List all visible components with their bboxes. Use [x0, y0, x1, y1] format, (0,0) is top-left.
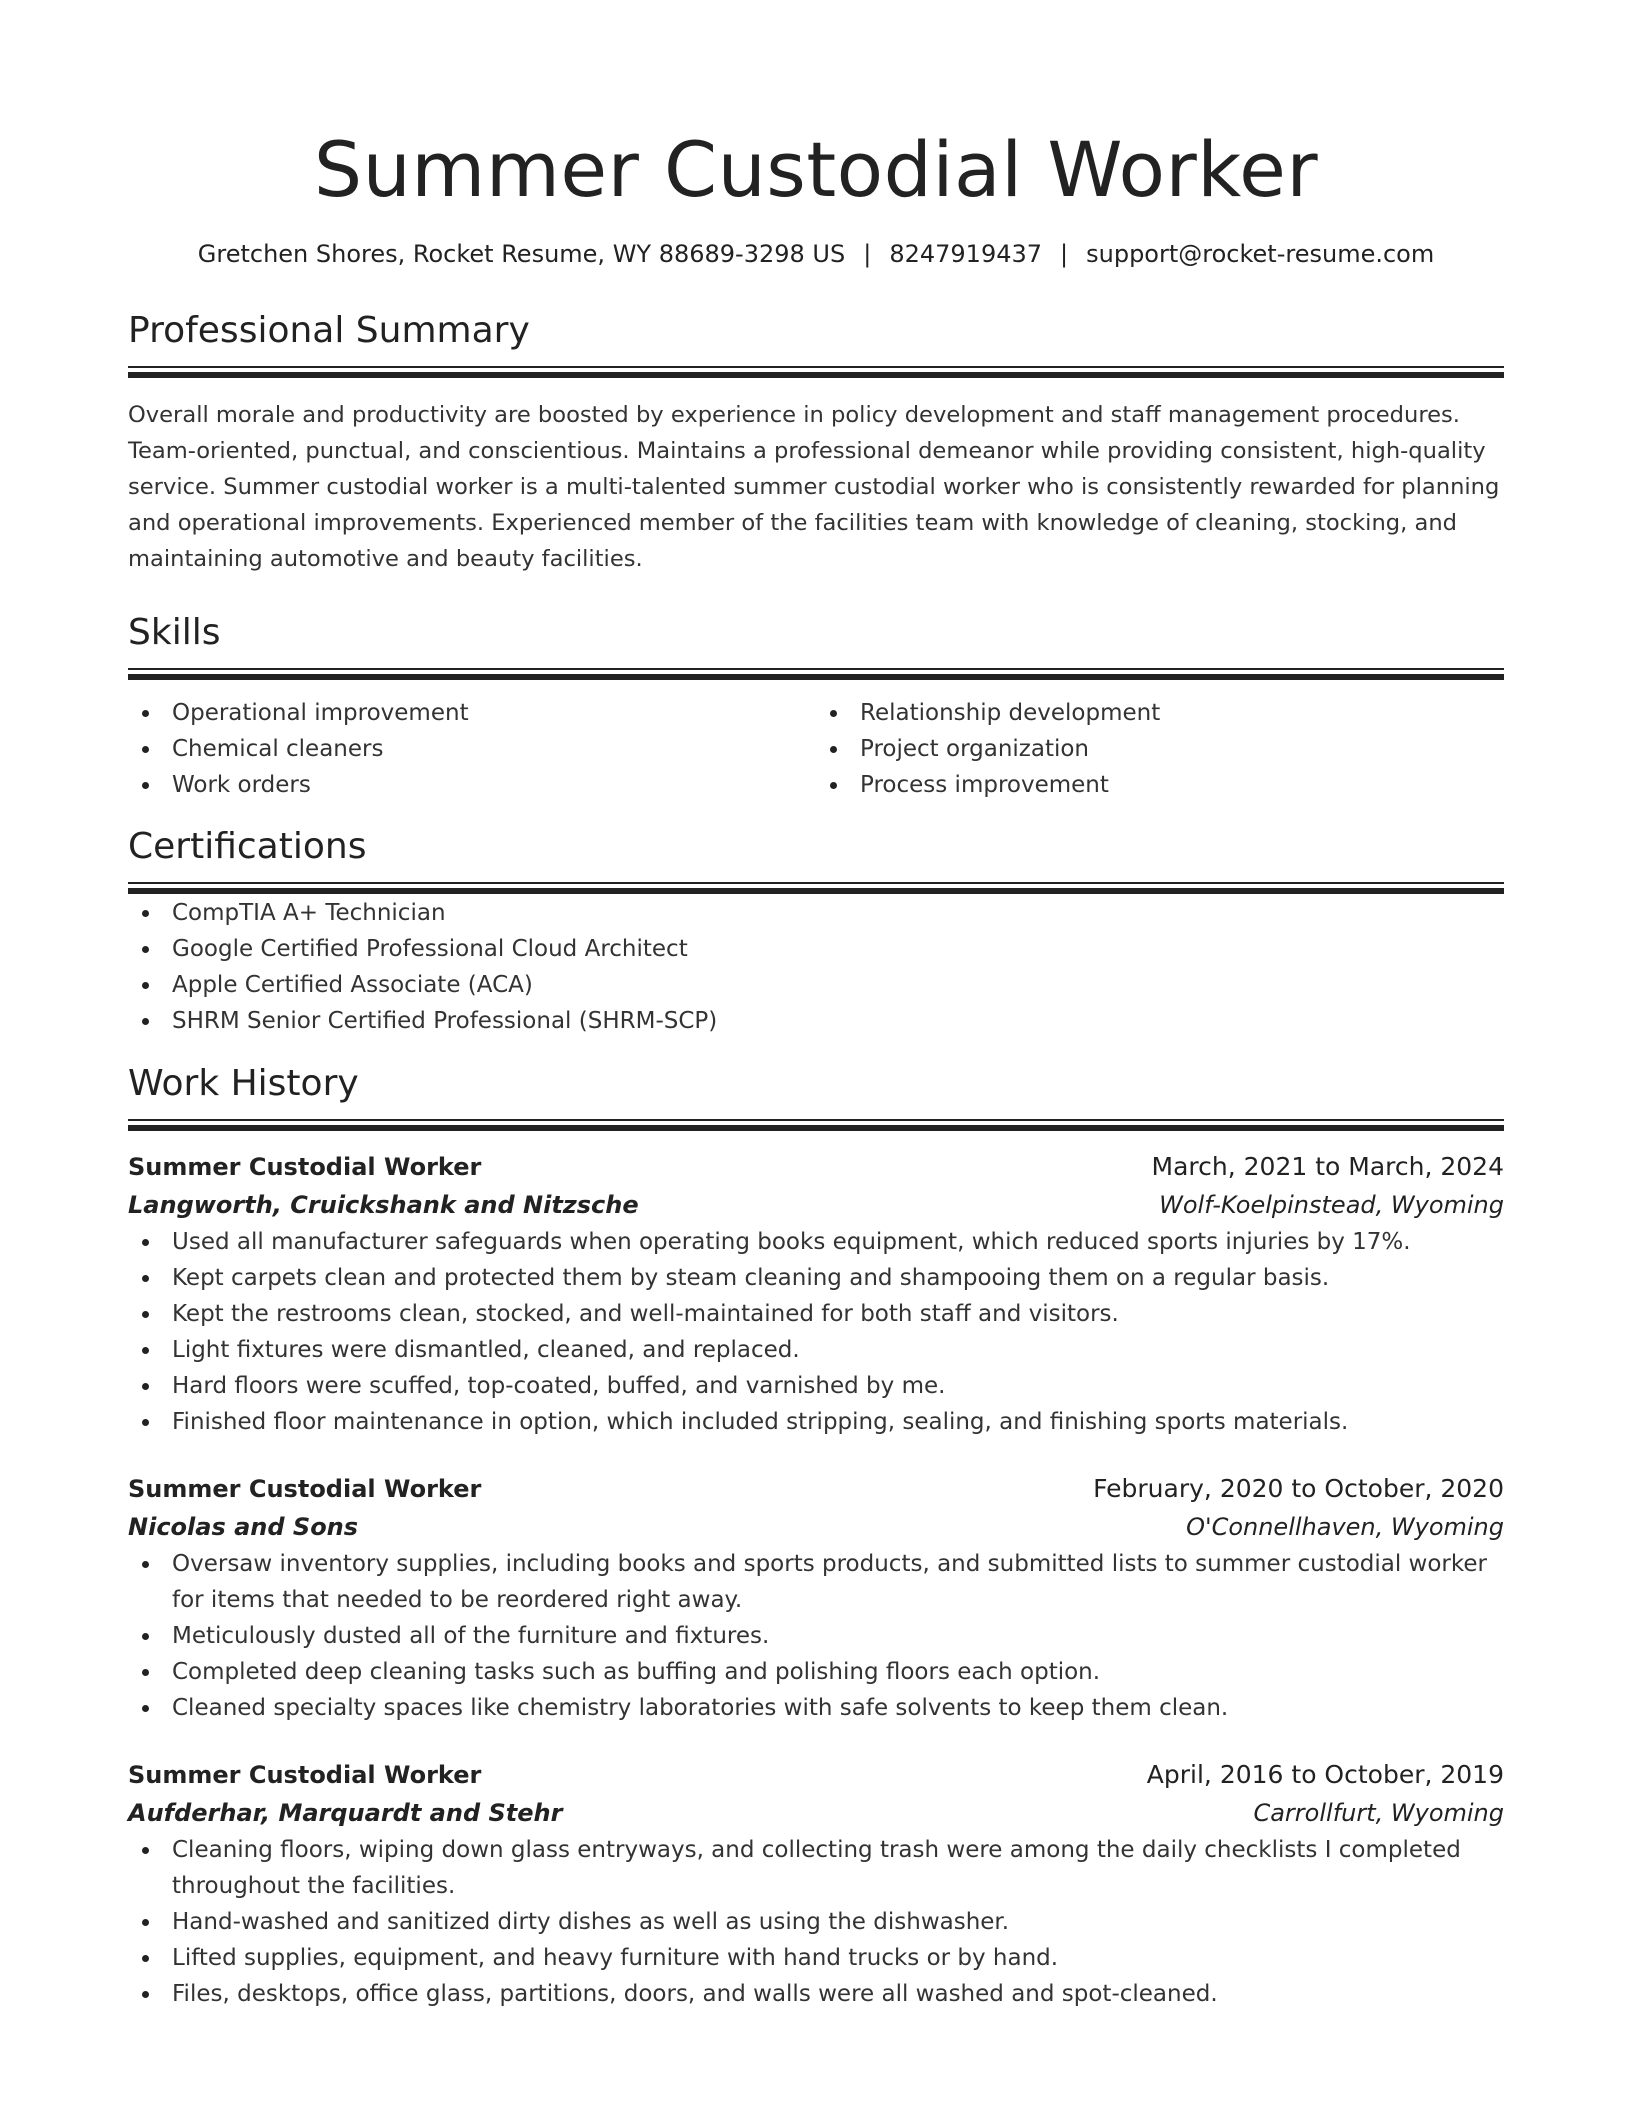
job-bullet: Hand-washed and sanitized dirty dishes as well as using the dishwasher.	[128, 1904, 1504, 1940]
skill-item: Chemical cleaners	[128, 731, 816, 767]
skills-grid	[128, 695, 1504, 803]
job-bullet: Kept the restrooms clean, stocked, and well-maintained for both staff and visitors.	[128, 1296, 1504, 1332]
job-bullet: Oversaw inventory supplies, including books and sports products, and submitted lists to summer custodial worker for items that needed to be reordered right away.	[128, 1546, 1504, 1618]
job-bullet: Used all manufacturer safeguards when operating books equipment, which reduced sports injuries by 17%.	[128, 1224, 1504, 1260]
contact-separator: |	[863, 240, 872, 268]
job-bullet: Cleaned specialty spaces like chemistry laboratories with safe solvents to keep them clean.	[128, 1690, 1504, 1726]
section-divider	[128, 882, 1504, 895]
job-dates: March, 2021 to March, 2024	[1151, 1152, 1504, 1181]
job-bullets	[128, 1224, 1504, 1440]
job-bullet: Files, desktops, office glass, partitions, doors, and walls were all washed and spot-cleaned.	[128, 1976, 1504, 2012]
section-heading: Certifications	[128, 826, 367, 867]
job-bullets	[128, 1832, 1504, 2012]
certifications-list	[128, 895, 1504, 1039]
job-bullet: Finished floor maintenance in option, which included stripping, sealing, and finishing sports materials.	[128, 1404, 1504, 1440]
job-title: Summer Custodial Worker	[128, 1475, 482, 1503]
job-header-row	[128, 1756, 1504, 1794]
job-entry	[128, 1148, 1504, 1440]
contact-address: Gretchen Shores, Rocket Resume, WY 88689-3298 US	[197, 240, 846, 268]
skill-item: Relationship development	[816, 695, 1504, 731]
contact-phone: 8247919437	[889, 240, 1043, 268]
certification-item: SHRM Senior Certified Professional (SHRM-SCP)	[128, 1003, 1504, 1039]
section-divider	[128, 668, 1504, 681]
skills-section	[128, 610, 1504, 803]
job-employer-row	[128, 1186, 1504, 1224]
job-employer-row	[128, 1508, 1504, 1546]
section-divider	[128, 366, 1504, 379]
section-heading: Work History	[128, 1063, 359, 1104]
section-heading: Skills	[128, 612, 221, 653]
job-bullet: Meticulously dusted all of the furniture and fixtures.	[128, 1618, 1504, 1654]
job-bullet: Kept carpets clean and protected them by steam cleaning and shampooing them on a regular basis.	[128, 1260, 1504, 1296]
resume-page	[128, 0, 1504, 2012]
section-divider	[128, 1119, 1504, 1132]
job-bullets	[128, 1546, 1504, 1726]
skill-item: Work orders	[128, 767, 816, 803]
summary-text: Overall morale and productivity are boosted by experience in policy development and staff management procedures. Team-oriented, punctual, and conscientious. Maintains a professional demeanor while providing consistent, high-quality service. Summer custodial worker is a multi-talented summer custodial worker who is consistently rewarded for planning and operational improvements. Experienced member of the facilities team with knowledge of cleaning, stocking, and maintaining automotive and beauty facilities.	[128, 402, 1500, 572]
resume-title: Summer Custodial Worker	[313, 125, 1319, 214]
skill-item: Project organization	[816, 731, 1504, 767]
certification-item: Apple Certified Associate (ACA)	[128, 967, 1504, 1003]
certification-item: CompTIA A+ Technician	[128, 895, 1504, 931]
job-bullet: Hard floors were scuffed, top-coated, buffed, and varnished by me.	[128, 1368, 1504, 1404]
job-company: Aufderhar, Marquardt and Stehr	[128, 1799, 563, 1827]
contact-email: support@rocket-resume.com	[1086, 240, 1435, 268]
job-bullet: Light fixtures were dismantled, cleaned, and replaced.	[128, 1332, 1504, 1368]
contact-separator: |	[1060, 240, 1069, 268]
job-bullet: Cleaning floors, wiping down glass entryways, and collecting trash were among the daily checklists I completed throughout the facilities.	[128, 1832, 1504, 1904]
certification-item: Google Certified Professional Cloud Architect	[128, 931, 1504, 967]
professional-summary-section	[128, 308, 1504, 577]
job-location: Carrollfurt, Wyoming	[1253, 1799, 1504, 1827]
job-dates: April, 2016 to October, 2019	[1146, 1760, 1504, 1789]
job-employer-row	[128, 1794, 1504, 1832]
job-header-row	[128, 1148, 1504, 1186]
job-header-row	[128, 1470, 1504, 1508]
contact-line	[128, 238, 1504, 270]
job-dates: February, 2020 to October, 2020	[1093, 1474, 1504, 1503]
job-location: Wolf-Koelpinstead, Wyoming	[1159, 1191, 1504, 1219]
job-company: Langworth, Cruickshank and Nitzsche	[128, 1191, 639, 1219]
job-title: Summer Custodial Worker	[128, 1153, 482, 1181]
skill-item: Operational improvement	[128, 695, 816, 731]
skills-column-right	[816, 695, 1504, 803]
job-location: O'Connellhaven, Wyoming	[1186, 1513, 1504, 1541]
job-bullet: Lifted supplies, equipment, and heavy furniture with hand trucks or by hand.	[128, 1940, 1504, 1976]
job-entry	[128, 1470, 1504, 1726]
certifications-section	[128, 824, 1504, 1039]
skill-item: Process improvement	[816, 767, 1504, 803]
job-title: Summer Custodial Worker	[128, 1761, 482, 1789]
section-heading: Professional Summary	[128, 310, 530, 351]
job-bullet: Completed deep cleaning tasks such as buffing and polishing floors each option.	[128, 1654, 1504, 1690]
job-company: Nicolas and Sons	[128, 1513, 359, 1541]
work-history-section	[128, 1061, 1504, 2012]
job-entry	[128, 1756, 1504, 2012]
skills-column-left	[128, 695, 816, 803]
